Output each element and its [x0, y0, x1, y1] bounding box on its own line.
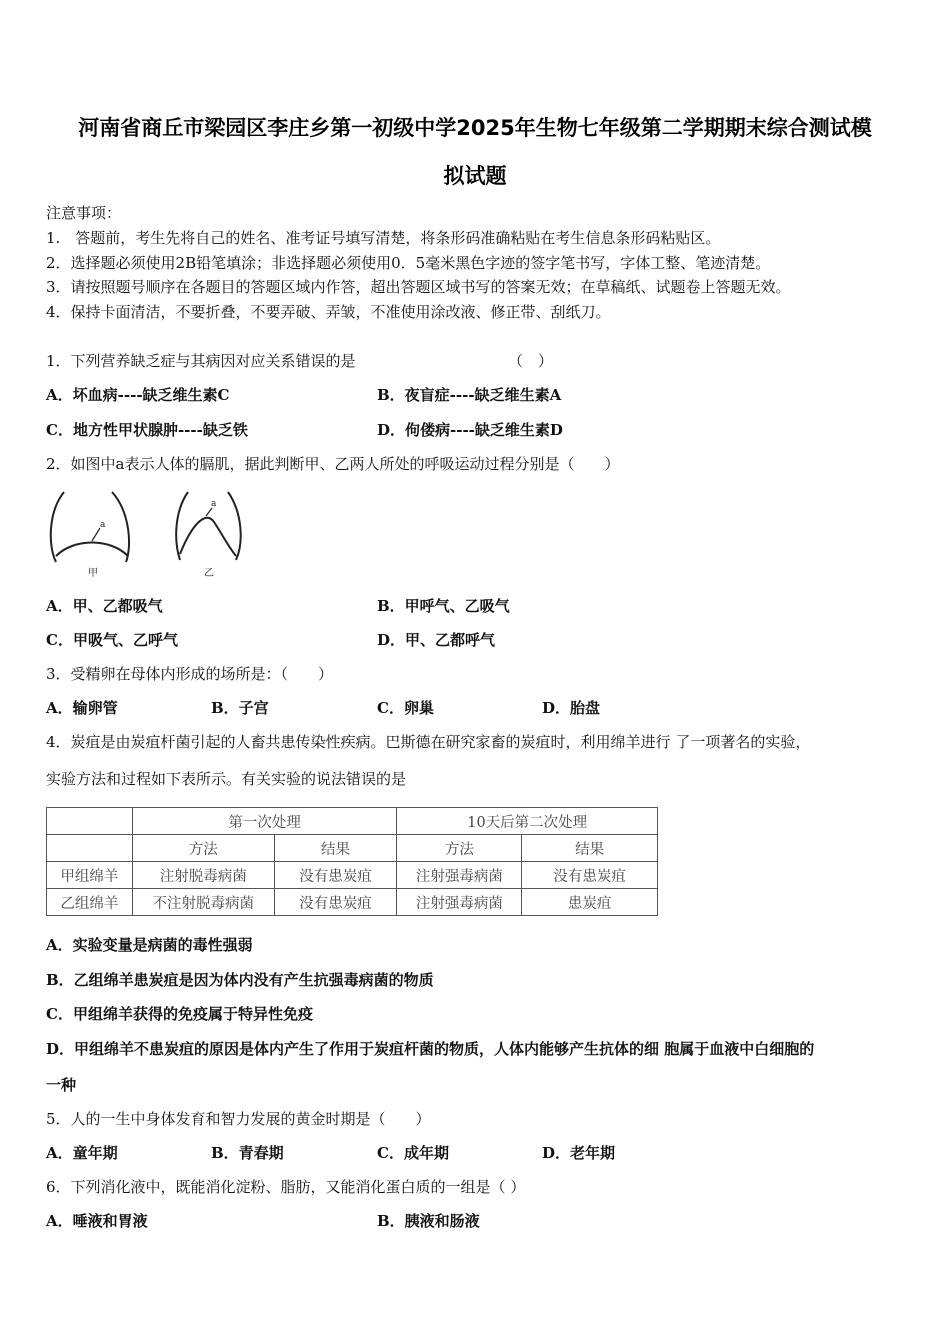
q4-option-a: A．实验变量是病菌的毒性强弱 — [46, 936, 253, 954]
q4-option-d-line1: D．甲组绵羊不患炭疽的原因是体内产生了作用于炭疽杆菌的物质，人体内能够产生抗体的细 胞属于血液中白细胞的 — [46, 1040, 815, 1058]
table-cell: 乙组绵羊 — [47, 889, 133, 916]
experiment-table — [46, 807, 658, 916]
q3-option-c: C．卵巢 — [377, 699, 434, 717]
q4-option-c: C．甲组绵羊获得的免疫属于特异性免疫 — [46, 1005, 313, 1023]
q1-paren: （ ） — [508, 352, 554, 370]
yi-diaphragm — [180, 518, 236, 556]
table-header-row-2 — [47, 835, 658, 862]
table-header-cell: 结果 — [274, 835, 397, 862]
q2-option-b: B．甲呼气、乙吸气 — [377, 597, 510, 615]
q1-option-b: B．夜盲症----缺乏维生素A — [377, 386, 562, 404]
q5-stem: 5．人的一生中身体发育和智力发展的黄金时期是（ ） — [46, 1110, 431, 1128]
q4-option-b: B．乙组绵羊患炭疽是因为体内没有产生抗强毒病菌的物质 — [46, 971, 434, 989]
yi-label-a: a — [211, 499, 217, 509]
jia-thorax-right — [112, 492, 129, 562]
q2-stem: 2．如图中a表示人体的膈肌，据此判断甲、乙两人所处的呼吸运动过程分别是（ ） — [46, 455, 620, 473]
table-cell: 没有患炭疽 — [274, 862, 397, 889]
jia-diaphragm — [56, 543, 128, 557]
q6-stem: 6．下列消化液中，既能消化淀粉、脂肪，又能消化蛋白质的一组是（ ） — [46, 1178, 526, 1196]
q2-option-a: A．甲、乙都吸气 — [46, 597, 163, 615]
table-header-row-1 — [47, 808, 658, 835]
q4-stem-line2: 实验方法和过程如下表所示。有关实验的说法错误的是 — [46, 770, 407, 788]
notice-item-3: 3．请按照题号顺序在各题目的答题区域内作答，超出答题区域书写的答案无效；在草稿纸、试题卷上答题无效。 — [46, 278, 791, 296]
q1-stem: 1．下列营养缺乏症与其病因对应关系错误的是 — [46, 352, 356, 370]
notice-item-1: 1. 答题前，考生先将自己的姓名、准考证号填写清楚，将条形码准确粘贴在考生信息条形码粘贴区。 — [46, 229, 721, 247]
notice-item-2: 2．选择题必须使用2B铅笔填涂；非选择题必须使用0．5毫米黑色字迹的签字笔书写，字体工整、笔迹清楚。 — [46, 254, 771, 272]
diaphragm-figure — [46, 484, 246, 584]
table-header-first: 第一次处理 — [132, 808, 397, 835]
table-cell: 注射强毒病菌 — [397, 862, 522, 889]
notice-item-4: 4．保持卡面清洁，不要折叠，不要弄破、弄皱，不准使用涂改液、修正带、刮纸刀。 — [46, 303, 611, 321]
yi-thorax-right — [228, 492, 241, 560]
jia-label: 甲 — [88, 568, 98, 579]
q5-option-d: D．老年期 — [542, 1144, 616, 1162]
table-cell: 患炭疽 — [522, 889, 658, 916]
q5-option-b: B．青春期 — [211, 1144, 284, 1162]
q3-option-a: A．输卵管 — [46, 699, 118, 717]
table-cell: 没有患炭疽 — [274, 889, 397, 916]
q1-option-d: D．佝偻病----缺乏维生素D — [377, 421, 563, 439]
table-row — [47, 862, 658, 889]
notice-heading: 注意事项： — [46, 204, 122, 222]
table-header-second: 10天后第二次处理 — [397, 808, 658, 835]
yi-label: 乙 — [204, 568, 214, 579]
q3-stem: 3．受精卵在母体内形成的场所是：（ ） — [46, 665, 334, 683]
q1-option-a: A．坏血病----缺乏维生素C — [46, 386, 230, 404]
table-corner-cell-2 — [47, 835, 133, 862]
q3-option-d: D．胎盘 — [542, 699, 601, 717]
jia-pointer — [92, 528, 100, 541]
table-row — [47, 889, 658, 916]
q3-option-b: B．子宫 — [211, 699, 269, 717]
page-title-line1: 河南省商丘市梁园区李庄乡第一初级中学2025年生物七年级第二学期期末综合测试模 — [78, 116, 872, 140]
table-cell: 没有患炭疽 — [522, 862, 658, 889]
yi-pointer — [206, 508, 212, 516]
page-title-line2: 拟试题 — [443, 164, 507, 188]
q6-option-b: B．胰液和肠液 — [377, 1212, 480, 1230]
q5-option-a: A．童年期 — [46, 1144, 118, 1162]
table-header-cell: 方法 — [132, 835, 274, 862]
table-cell: 甲组绵羊 — [47, 862, 133, 889]
table-cell: 注射脱毒病菌 — [132, 862, 274, 889]
table-cell: 注射强毒病菌 — [397, 889, 522, 916]
table-header-cell: 方法 — [397, 835, 522, 862]
table-cell: 不注射脱毒病菌 — [132, 889, 274, 916]
table-corner-cell — [47, 808, 133, 835]
q1-option-c: C．地方性甲状腺肿----缺乏铁 — [46, 421, 248, 439]
q4-stem-line1: 4．炭疽是由炭疽杆菌引起的人畜共患传染性疾病。巴斯德在研究家畜的炭疽时，利用绵羊进行 了一项著名的实验， — [46, 733, 811, 751]
jia-label-a: a — [100, 520, 106, 530]
q2-option-c: C．甲吸气、乙呼气 — [46, 631, 178, 649]
table-header-cell: 结果 — [522, 835, 658, 862]
q2-option-d: D．甲、乙都呼气 — [377, 631, 496, 649]
q5-option-c: C．成年期 — [377, 1144, 449, 1162]
q4-option-d-line2: 一种 — [46, 1076, 77, 1094]
q6-option-a: A．唾液和胃液 — [46, 1212, 148, 1230]
